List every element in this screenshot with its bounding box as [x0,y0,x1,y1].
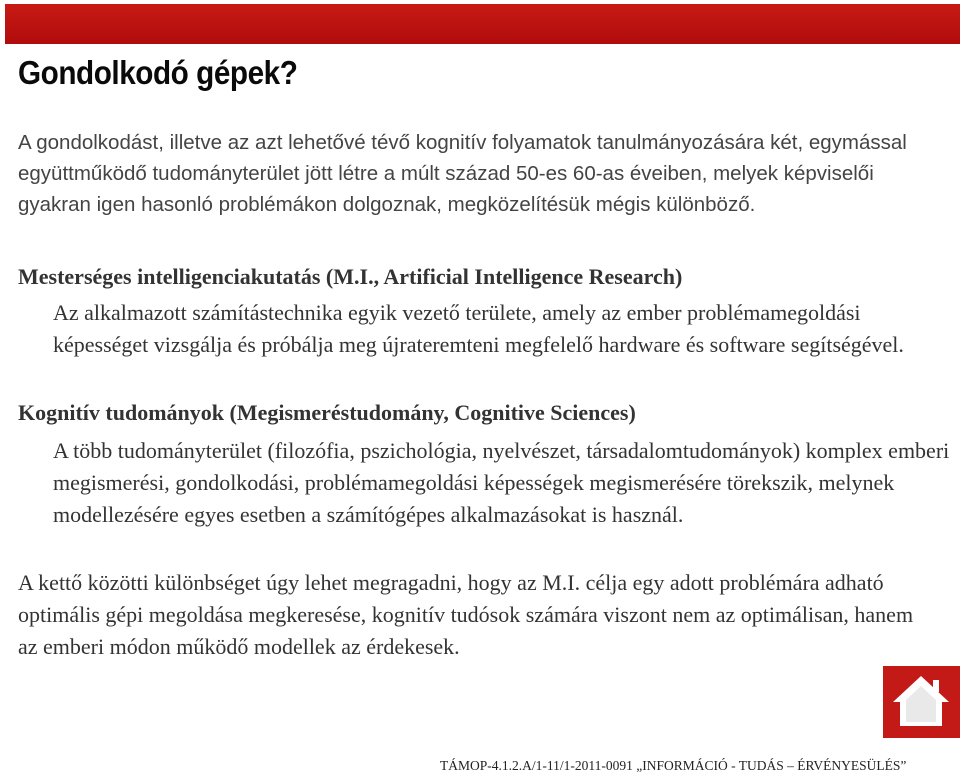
ai-heading: Mesterséges intelligenciakutatás (M.I., Artificial Intelligence Research) [18,264,683,289]
cognitive-description: A több tudományterület (filozófia, pszichológia, nyelvészet, társadalomtudományok) komplex emberi megismerési, gondolkodási, problémamegoldási képességek megismerésére törekszik, melynek modellezésére egyes esetben a számítógépes alkalmazásokat is használ. [53,438,950,527]
conclusion-paragraph: A kettő közötti különbséget úgy lehet megragadni, hogy az M.I. célja egy adott problémára adható optimális gépi megoldása megkeresése, kognitív tudósok számára viszont nem az optimálisan, hanem az emberi módon működő modellek az érdekesek. [18,570,914,659]
home-button[interactable] [883,666,960,738]
home-icon [883,666,960,738]
ai-description: Az alkalmazott számítástechnika egyik vezető területe, amely az ember problémamegoldási képességet vizsgálja és próbálja meg újrateremteni megfelelő hardware és software segítségével. [53,300,904,357]
intro-paragraph: A gondolkodást, illetve az azt lehetővé tévő kognitív folyamatok tanulmányozására két, egymással együttműködő tudományterület jött létre a múlt század 50-es 60-as éveiben, melyek képviselői gyakran igen hasonló problémákon dolgoznak, megközelítésük mégis különböző. [18,131,907,216]
cognitive-heading: Kognitív tudományok (Megismeréstudomány, Cognitive Sciences) [18,400,636,425]
header-bar [5,4,960,44]
footer-project-code: TÁMOP-4.1.2.A/1-11/1-2011-0091 „INFORMÁCIÓ - TUDÁS – ÉRVÉNYESÜLÉS” [440,758,907,773]
slide-title: Gondolkodó gépek? [18,54,298,91]
